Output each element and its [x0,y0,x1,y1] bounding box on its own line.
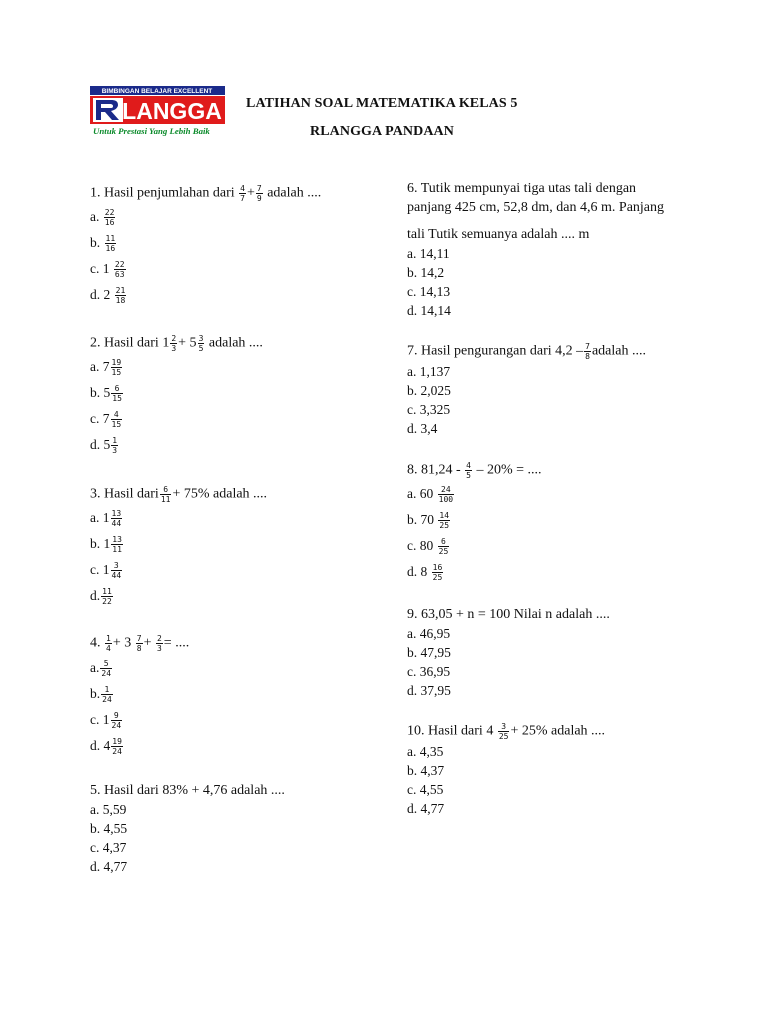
denominator: 15 [111,420,122,430]
q10-option-c: c. 4,55 [407,782,444,797]
option-fraction [114,260,126,279]
q4-text-mid2: + [143,635,152,651]
option-fraction [432,563,444,582]
denominator: 24 [111,721,122,731]
denominator: 44 [111,571,122,581]
numerator: 7 [585,342,590,351]
q10-option-b: b. 4,37 [407,763,445,778]
q10-options [407,742,444,818]
q2-options [90,354,124,458]
q2-fraction-2 [198,334,205,353]
option-label: c. 1 [90,562,110,577]
logo-brand: LANGGA [122,98,222,124]
numerator: 6 [163,485,169,494]
denominator: 8 [585,352,590,361]
denominator: 9 [256,194,262,203]
q6-option-a: a. 14,11 [407,246,450,261]
denominator: 25 [432,573,443,583]
denominator: 16 [105,244,116,254]
q7-option-d: d. 3,4 [407,421,438,436]
q4-option-b [90,681,124,707]
denominator: 25 [439,521,450,531]
q8-option-c [407,533,455,559]
denominator: 5 [198,344,204,353]
q8-option-a [407,481,455,507]
numerator: 3 [198,334,204,343]
denominator: 18 [115,296,126,306]
q2-text-post: adalah .... [208,335,263,351]
question-1 [90,184,321,203]
q1-fraction-1 [239,184,246,203]
option-fraction [111,384,123,403]
numerator: 6 [441,537,446,547]
q7-options [407,362,451,438]
option-label: d. 8 [407,564,428,579]
q7-text-post: adalah .... [591,343,646,359]
q2-option-c [90,406,124,432]
question-10 [407,722,605,741]
q10-fraction-1 [498,722,510,741]
option-label: d. 4 [90,738,111,753]
q6-line-3: tali Tutik semuanya adalah .... m [407,227,590,242]
q1-options [90,204,127,308]
q5-option-d: d. 4,77 [90,859,128,874]
option-label: c. 80 [407,538,434,553]
q8-option-b [407,507,455,533]
numerator: 13 [111,509,122,519]
numerator: 6 [114,384,120,394]
numerator: 7 [256,184,262,193]
option-fraction [111,737,123,756]
denominator: 24 [112,747,122,757]
denominator: 24 [102,695,112,705]
option-label: c. 1 [90,261,110,276]
q1-option-d [90,282,127,308]
denominator: 4 [106,644,111,653]
numerator: 14 [439,511,450,521]
question-6 [407,179,664,320]
denominator: 44 [111,519,122,529]
q3-option-b [90,531,124,557]
numerator: 4 [240,184,245,193]
option-fraction [111,436,118,455]
denominator: 3 [171,344,177,353]
option-label: a. 1 [90,510,110,525]
q3-option-a [90,505,124,531]
q10-text-pre: 10. Hasil dari 4 [407,723,494,739]
numerator: 22 [104,208,115,218]
rlangga-logo [90,86,225,138]
denominator: 63 [114,270,125,280]
option-label: a. 7 [90,359,110,374]
q10-option-a: a. 4,35 [407,744,444,759]
q7-option-c: c. 3,325 [407,402,451,417]
q9-option-b: b. 47,95 [407,645,451,660]
q3-fraction-1 [160,485,172,504]
q2-text-mid: + 5 [178,335,197,351]
numerator: 5 [103,659,109,669]
option-label: b. [90,235,101,250]
option-fraction [101,587,113,606]
option-fraction [115,286,127,305]
numerator: 9 [113,711,119,721]
numerator: 16 [432,563,443,573]
q1-plus: + [246,185,255,201]
q2-option-d [90,432,124,458]
option-label: d. [90,588,101,603]
q8-fraction-1 [465,461,472,480]
question-5 [90,781,285,876]
denominator: 7 [240,194,245,203]
q4-option-d [90,733,124,759]
q1-text-post: adalah .... [267,185,322,201]
numerator: 11 [102,587,112,597]
option-fraction [438,511,450,530]
numerator: 11 [105,234,116,244]
q8-text-post: – 20% = .... [476,462,542,478]
q6-option-c: c. 14,13 [407,284,451,299]
option-label: b. 5 [90,385,111,400]
denominator: 8 [136,644,142,653]
q9-text: 9. 63,05 + n = 100 Nilai n adalah .... [407,607,610,622]
denominator: 15 [112,394,122,404]
option-label: a. [90,209,100,224]
option-label: c. 1 [90,712,110,727]
question-9 [407,605,610,700]
option-fraction [438,537,450,556]
q1-option-b [90,230,127,256]
q3-option-d [90,583,124,609]
question-3 [90,485,267,504]
denominator: 3 [156,644,162,653]
q9-option-c: c. 36,95 [407,664,451,679]
option-label: c. 7 [90,411,110,426]
numerator: 7 [136,634,142,643]
q2-option-a [90,354,124,380]
q5-option-a: a. 5,59 [90,802,127,817]
q6-line-2: panjang 425 cm, 52,8 dm, dan 4,6 m. Panjang [407,200,665,215]
option-fraction [111,410,123,429]
denominator: 25 [498,732,509,741]
page-subtitle: RLANGGA PANDAAN [310,124,454,139]
q9-option-a: a. 46,95 [407,626,451,641]
q1-option-c [90,256,127,282]
option-label: b. 1 [90,536,111,551]
denominator: 11 [112,545,122,555]
numerator: 22 [114,260,125,270]
denominator: 11 [160,495,171,504]
q6-option-b: b. 14,2 [407,265,445,280]
q6-option-d: d. 14,14 [407,303,451,318]
q8-option-d [407,559,455,585]
denominator: 100 [438,495,454,505]
numerator: 3 [501,722,507,731]
numerator: 19 [112,737,122,747]
q4-option-c [90,707,124,733]
q3-options [90,505,124,609]
denominator: 15 [111,368,122,378]
denominator: 3 [112,446,118,456]
numerator: 24 [441,485,451,495]
q4-text-post: = .... [163,635,190,651]
denominator: 25 [438,547,449,557]
numerator: 2 [171,334,177,343]
option-fraction [111,535,123,554]
denominator: 24 [101,669,112,679]
denominator: 5 [466,471,471,480]
q2-text-pre: 2. Hasil dari 1 [90,335,170,351]
q7-option-a: a. 1,137 [407,364,451,379]
q4-fraction-2 [136,634,143,653]
numerator: 13 [112,535,122,545]
q5-option-c: c. 4,37 [90,840,127,855]
q7-fraction-1 [584,342,591,361]
option-fraction [100,659,112,678]
option-fraction [101,685,113,704]
option-fraction [438,485,454,504]
numerator: 1 [112,436,118,446]
numerator: 19 [111,358,122,368]
q3-text-pre: 3. Hasil dari [90,486,159,502]
option-fraction [105,234,117,253]
q6-line-1: 6. Tutik mempunyai tiga utas tali dengan [407,181,637,196]
q10-option-d: d. 4,77 [407,801,445,816]
option-label: a. [90,660,100,675]
question-4 [90,634,189,653]
logo-tagline-top: BIMBINGAN BELAJAR EXCELLENT [101,88,213,95]
option-fraction [111,509,123,528]
q7-text-pre: 7. Hasil pengurangan dari 4,2 – [407,343,584,359]
q2-fraction-1 [170,334,177,353]
q9-option-d: d. 37,95 [407,683,451,698]
q7-option-b: b. 2,025 [407,383,451,398]
q1-option-a [90,204,127,230]
q4-text-pre: 4. [90,635,101,651]
numerator: 2 [156,634,162,643]
option-label: d. 2 [90,287,111,302]
q4-options [90,655,124,759]
q1-text-pre: 1. Hasil penjumlahan dari [90,185,235,201]
option-label: d. 5 [90,437,111,452]
q2-option-b [90,380,124,406]
question-8 [407,461,542,480]
option-fraction [111,711,123,730]
q3-option-c [90,557,124,583]
q5-text: 5. Hasil dari 83% + 4,76 adalah .... [90,783,285,798]
q4-fraction-3 [156,634,163,653]
numerator: 3 [113,561,119,571]
numerator: 21 [115,286,126,296]
option-fraction [111,561,123,580]
page-title: LATIHAN SOAL MATEMATIKA KELAS 5 [246,96,518,111]
q1-fraction-2 [256,184,263,203]
q10-text-post: + 25% adalah .... [510,723,606,739]
q4-text-mid1: + 3 [112,635,132,651]
rlangga-logo-graphic [90,86,225,138]
option-fraction [111,358,123,377]
q4-fraction-1 [105,634,112,653]
q5-option-b: b. 4,55 [90,821,128,836]
question-7 [407,342,646,361]
q8-text-pre: 8. 81,24 - [407,462,461,478]
option-label: b. 70 [407,512,434,527]
denominator: 22 [102,597,112,607]
option-fraction [104,208,116,227]
numerator: 4 [466,461,471,470]
numerator: 4 [113,410,119,420]
denominator: 16 [104,218,115,228]
option-label: a. 60 [407,486,434,501]
q4-option-a [90,655,124,681]
numerator: 1 [106,634,111,643]
q8-options [407,481,455,585]
option-label: b. [90,686,101,701]
logo-slogan: Untuk Prestasi Yang Lebih Baik [93,126,210,136]
q3-text-post: + 75% adalah .... [172,486,268,502]
question-2 [90,334,263,353]
numerator: 1 [104,685,110,695]
